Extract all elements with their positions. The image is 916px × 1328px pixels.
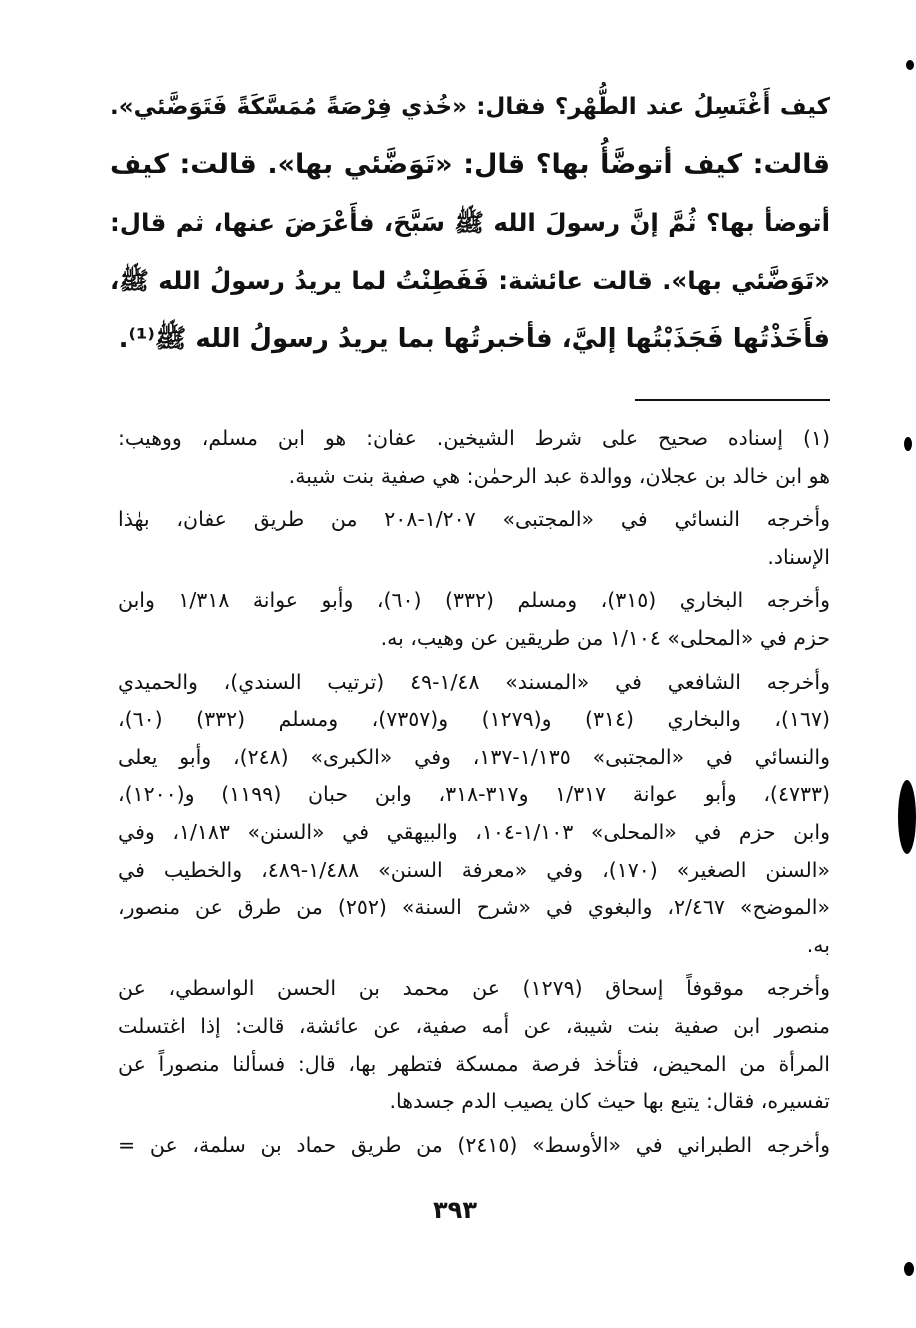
footnotes: [118, 420, 830, 1164]
footnote-separator: [635, 399, 830, 401]
footnote-line: حزم في «المحلى» ١/١٠٤ من طريقين عن وهيب، به.: [380, 625, 830, 650]
main-text-line: فأَخَذْتُها فَجَذَبْتُها إليَّ، فأخبرتُها بما يريدُ رسولُ الله ﷺ⁽¹⁾.: [118, 324, 830, 354]
footnote-line: «السنن الصغير» (١٧٠)، وفي «معرفة السنن» ١/٤٨٨-٤٨٩، والخطيب في: [118, 857, 830, 882]
main-text-line: «تَوَضَّئي بها». قالت عائشة: فَفَطِنْتُ لما يريدُ رسولُ الله ﷺ،: [110, 266, 830, 295]
footnote-line: به.: [806, 932, 830, 957]
footnote-line: وأخرجه الطبراني في «الأوسط» (٢٤١٥) من طريق حماد بن سلمة، عن =: [118, 1132, 830, 1157]
footnote-line: الإسناد.: [767, 544, 830, 569]
footnote-line: وأخرجه البخاري (٣١٥)، ومسلم (٣٣٢) (٦٠)، وأبو عوانة ١/٣١٨ وابن: [118, 588, 830, 613]
footnote-line: وأخرجه الشافعي في «المسند» ١/٤٨-٤٩ (ترتيب السندي)، والحميدي: [118, 669, 830, 694]
footnote-line: المرأة من المحيض، فتأخذ فرصة ممسكة فتطهر بها، قال: فسألنا منصوراً عن: [118, 1051, 830, 1076]
page-number: ٣٩٣: [433, 1196, 477, 1224]
footnote-line: (٤٧٣٣)، وأبو عوانة ١/٣١٧ و٣١٧-٣١٨، وابن حبان (١١٩٩) و(١٢٠٠)،: [118, 782, 830, 807]
footnote-line: تفسيره، فقال: يتبع بها حيث كان يصيب الدم جسدها.: [389, 1089, 830, 1114]
main-text: [110, 78, 830, 368]
main-text-line: قالت: كيف أتوضَّأُ بها؟ قال: «تَوَضَّئي بها». قالت: كيف: [110, 149, 830, 180]
footnote-line: (١٦٧)، والبخاري (٣١٤) و(١٢٧٩) و(٧٣٥٧)، ومسلم (٣٣٢) (٦٠)،: [118, 707, 830, 732]
scan-mark: [898, 780, 916, 854]
scan-mark: [904, 437, 912, 451]
footnote-line: هو ابن خالد بن عجلان، ووالدة عبد الرحمٰن: هي صفية بنت شيبة.: [288, 463, 830, 488]
footnote-line: منصور ابن صفية بنت شيبة، عن أمه صفية، عن عائشة، قالت: إذا اغتسلت: [118, 1013, 830, 1038]
footnote-line: وأخرجه النسائي في «المجتبى» ١/٢٠٧-٢٠٨ من طريق عفان، بهٰذا: [118, 507, 830, 532]
footnote-line: «الموضح» ٢/٤٦٧، والبغوي في «شرح السنة» (٢٥٢) من طرق عن منصور،: [118, 895, 831, 920]
footnote-line: وأخرجه موقوفاً إسحاق (١٢٧٩) عن محمد بن الحسن الواسطي، عن: [118, 976, 830, 1001]
scan-mark: [906, 60, 914, 70]
main-text-line: أتوضأ بها؟ ثُمَّ إنَّ رسولَ الله ﷺ سَبَّحَ، فأَعْرَضَ عنها، ثم قال:: [110, 208, 830, 237]
scan-mark: [904, 1262, 914, 1276]
main-text-line: كيف أَغْتَسِلُ عند الطُّهْر؟ فقال: «خُذي فِرْصَةً مُمَسَّكَةً فَتَوَضَّئي».: [110, 94, 830, 120]
footnote-line: والنسائي في «المجتبى» ١/١٣٥-١٣٧، وفي «الكبرى» (٢٤٨)، وأبو يعلى: [118, 744, 830, 769]
footnote-line: (١) إسناده صحيح على شرط الشيخين. عفان: هو ابن مسلم، ووهيب:: [118, 426, 830, 450]
footnote-line: وابن حزم في «المحلى» ١/١٠٣-١٠٤، والبيهقي في «السنن» ١/١٨٣، وفي: [118, 819, 830, 844]
